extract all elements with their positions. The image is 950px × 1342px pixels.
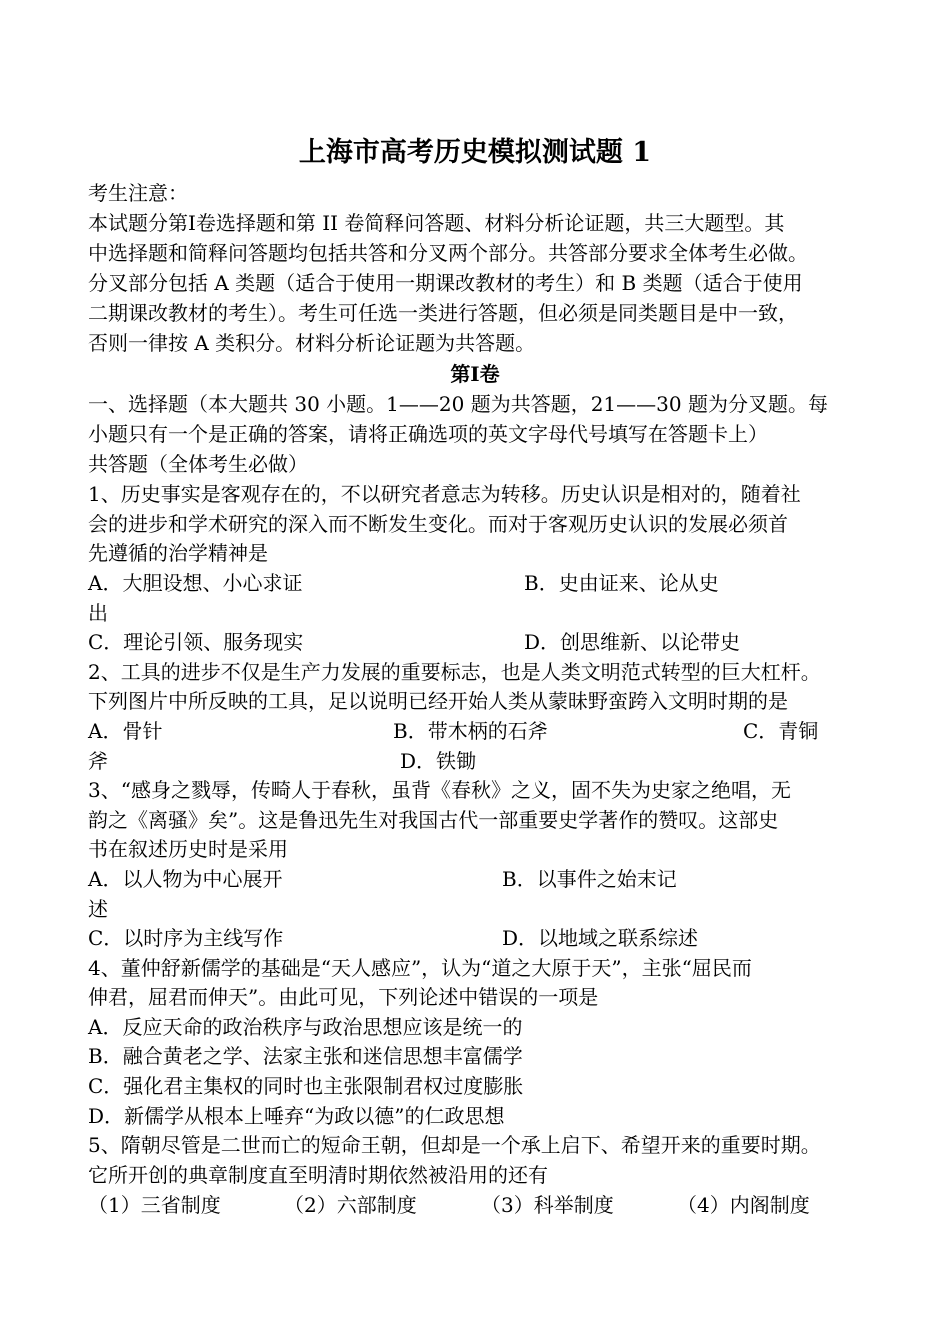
question-3-option-c: C．以时序为主线写作 (88, 926, 284, 950)
question-3-text: 书在叙述历史时是采用 (88, 837, 288, 861)
question-1-option-a: A．大胆设想、小心求证 (88, 571, 303, 595)
question-2-option-a: A．骨针 (88, 719, 163, 743)
question-5-item: （3）科举制度 (481, 1193, 614, 1217)
notice-line: 中选择题和简释问答题均包括共答和分叉两个部分。共答部分要求全体考生必做。 (88, 241, 808, 265)
notice-heading: 考生注意： (88, 181, 188, 205)
question-4-text: 4、董仲舒新儒学的基础是“天人感应”，认为“道之大原于天”，主张“屈民而 (88, 956, 752, 980)
part-title: 第Ⅰ卷 (450, 362, 500, 386)
question-5-item: （1）三省制度 (88, 1193, 221, 1217)
question-3-text: 3、“感身之戮辱，传畸人于春秋，虽背《春秋》之义，固不失为史家之绝唱，无 (88, 778, 791, 802)
question-2-option-c-wrap: 斧 (88, 749, 108, 773)
question-3-option-b: B．以事件之始末记 (502, 867, 677, 891)
question-3-text: 韵之《离骚》矣”。这是鲁迅先生对我国古代一部重要史学著作的赞叹。这部史 (88, 808, 779, 832)
section-line: 小题只有一个是正确的答案，请将正确选项的英文字母代号填写在答题卡上） (88, 422, 768, 446)
question-5-item: （2）六部制度 (284, 1193, 417, 1217)
question-1-option-b-wrap: 出 (88, 601, 108, 625)
notice-line: 分叉部分包括 A 类题（适合于使用一期课改教材的考生）和 B 类题（适合于使用 (88, 271, 803, 295)
question-5-item: （4）内阁制度 (677, 1193, 810, 1217)
question-4-option-a: A．反应天命的政治秩序与政治思想应该是统一的 (88, 1015, 523, 1039)
question-2-option-c: C．青铜 (743, 719, 819, 743)
question-3-option-b-wrap: 述 (88, 897, 108, 921)
notice-line: 本试题分第Ⅰ卷选择题和第 II 卷简释问答题、材料分析论证题，共三大题型。其 (88, 211, 785, 235)
question-1-option-d: D．创思维新、以论带史 (524, 630, 741, 654)
question-1-text: 会的进步和学术研究的深入而不断发生变化。而对于客观历史认识的发展必须首 (88, 512, 788, 536)
question-5-text: 5、隋朝尽管是二世而亡的短命王朝，但却是一个承上启下、希望开来的重要时期。 (88, 1133, 821, 1157)
question-1-option-c: C．理论引领、服务现实 (88, 630, 304, 654)
section-subheading: 共答题（全体考生必做） (88, 452, 308, 476)
question-2-option-b: B．带木柄的石斧 (393, 719, 548, 743)
question-5-text: 它所开创的典章制度直至明清时期依然被沿用的还有 (88, 1163, 548, 1187)
document-title: 上海市高考历史模拟测试题 1 (298, 137, 652, 168)
question-1-text: 先遵循的治学精神是 (88, 541, 268, 565)
question-3-option-d: D．以地域之联系综述 (502, 926, 699, 950)
question-1-option-b: B．史由证来、论从史 (524, 571, 719, 595)
question-2-option-d: D．铁锄 (400, 749, 477, 773)
question-3-option-a: A．以人物为中心展开 (88, 867, 283, 891)
section-line: 一、选择题（本大题共 30 小题。1——20 题为共答题，21——30 题为分叉题。每 (88, 392, 828, 416)
question-2-text: 2、工具的进步不仅是生产力发展的重要标志，也是人类文明范式转型的巨大杠杆。 (88, 660, 821, 684)
question-2-text: 下列图片中所反映的工具，足以说明已经开始人类从蒙昧野蛮跨入文明时期的是 (88, 689, 788, 713)
question-4-option-c: C．强化君主集权的同时也主张限制君权过度膨胀 (88, 1074, 524, 1098)
question-4-text: 伸君，屈君而伸天”。由此可见，下列论述中错误的一项是 (88, 985, 599, 1009)
question-4-option-b: B．融合黄老之学、法家主张和迷信思想丰富儒学 (88, 1044, 523, 1068)
question-4-option-d: D．新儒学从根本上唾弃“为政以德”的仁政思想 (88, 1104, 505, 1128)
notice-line: 二期课改教材的考生）。考生可任选一类进行答题，但必须是同类题目是中一致， (88, 301, 798, 325)
notice-line: 否则一律按 A 类积分。材料分析论证题为共答题。 (88, 331, 536, 355)
question-1-text: 1、历史事实是客观存在的，不以研究者意志为转移。历史认识是相对的，随着社 (88, 482, 801, 506)
